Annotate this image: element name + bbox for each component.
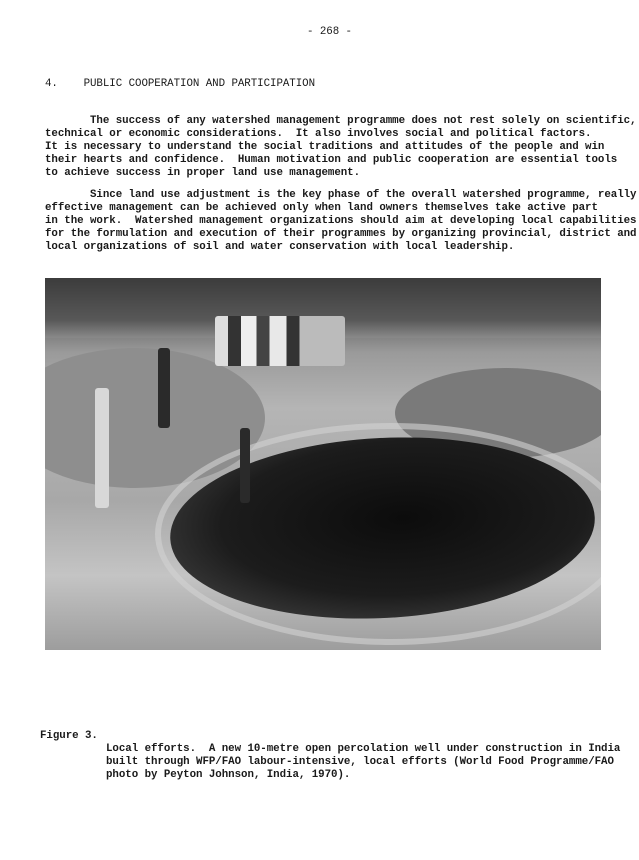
caption-line: photo by Peyton Johnson, India, 1970).: [106, 769, 351, 781]
text-line: technical or economic considerations. It also involves social and political factors.: [45, 128, 592, 140]
text-line: to achieve success in proper land use management.: [45, 167, 361, 179]
photo-worker: [240, 428, 250, 503]
page-number: - 268 -: [306, 26, 352, 38]
text-line: It is necessary to understand the social traditions and attitudes of the people and win: [45, 141, 605, 153]
text-line: effective management can be achieved only when land owners themselves take active part: [45, 202, 598, 214]
paragraph-2: [45, 176, 637, 267]
caption-line: built through WFP/FAO labour-intensive, local efforts (World Food Programme/FAO: [106, 756, 614, 768]
text-line: for the formulation and execution of their programmes by organizing provincial, district and: [45, 228, 637, 240]
text-line: local organizations of soil and water conservation with local leadership.: [45, 241, 515, 253]
figure-label: Figure 3.: [40, 730, 98, 742]
text-line: Since land use adjustment is the key phase of the overall watershed programme, really: [45, 189, 637, 201]
figure-caption: [106, 730, 620, 795]
photo-onlookers: [215, 316, 345, 366]
photo-worker: [158, 348, 170, 428]
section-heading: 4. PUBLIC COOPERATION AND PARTICIPATION: [45, 78, 316, 90]
photo-worker: [95, 388, 109, 508]
caption-line: Local efforts. A new 10-metre open percolation well under construction in India: [106, 743, 621, 755]
figure-photo-percolation-well: [45, 278, 601, 650]
text-line: in the work. Watershed management organizations should aim at developing local capabilities: [45, 215, 637, 227]
text-line: their hearts and confidence. Human motivation and public cooperation are essential tools: [45, 154, 618, 166]
text-line: The success of any watershed management programme does not rest solely on scientific,: [45, 115, 637, 127]
